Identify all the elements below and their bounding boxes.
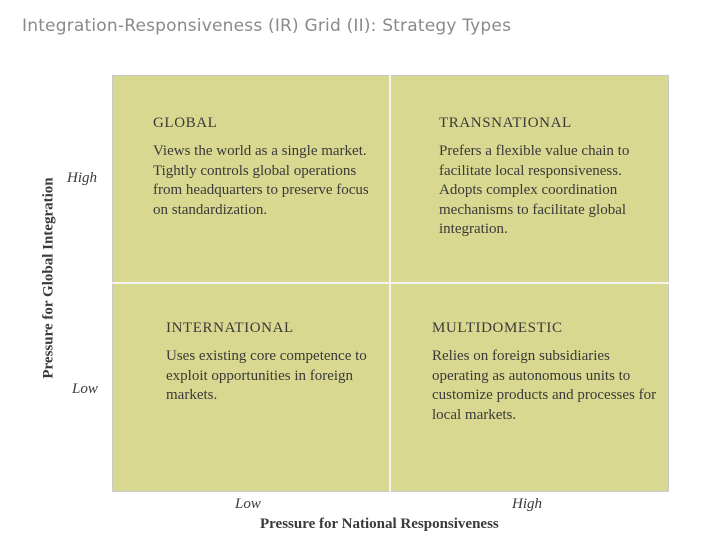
quadrant-international xyxy=(166,320,371,406)
grid-divider-horizontal xyxy=(112,282,669,284)
quadrant-transnational xyxy=(439,115,654,240)
x-axis-title: Pressure for National Responsiveness xyxy=(260,516,499,532)
quadrant-global xyxy=(153,115,378,220)
x-axis-high-label: High xyxy=(512,496,542,512)
y-axis-high-label: High xyxy=(67,170,97,186)
quadrant-transnational-title: TRANSNATIONAL xyxy=(439,115,572,131)
y-axis-title: Pressure for Global Integration xyxy=(40,177,57,379)
quadrant-multidomestic xyxy=(432,320,657,425)
slide-title: Integration-Responsiveness (IR) Grid (II): Strategy Types xyxy=(22,16,512,36)
quadrant-international-text: Uses existing core competence to exploit opportunities in foreign markets. xyxy=(166,348,367,403)
quadrant-transnational-text: Prefers a flexible value chain to facilitate local responsiveness. Adopts complex coordination mechanisms to facilitate global integration. xyxy=(439,143,630,237)
quadrant-multidomestic-text: Relies on foreign subsidiaries operating as autonomous units to customize products and processes for local markets. xyxy=(432,348,657,423)
x-axis-low-label: Low xyxy=(235,496,261,512)
quadrant-global-title: GLOBAL xyxy=(153,115,218,131)
quadrant-multidomestic-title: MULTIDOMESTIC xyxy=(432,320,563,336)
quadrant-international-title: INTERNATIONAL xyxy=(166,320,294,336)
quadrant-global-text: Views the world as a single market. Tightly controls global operations from headquarters to preserve focus on standardization. xyxy=(153,143,369,218)
y-axis-low-label: Low xyxy=(72,381,98,397)
